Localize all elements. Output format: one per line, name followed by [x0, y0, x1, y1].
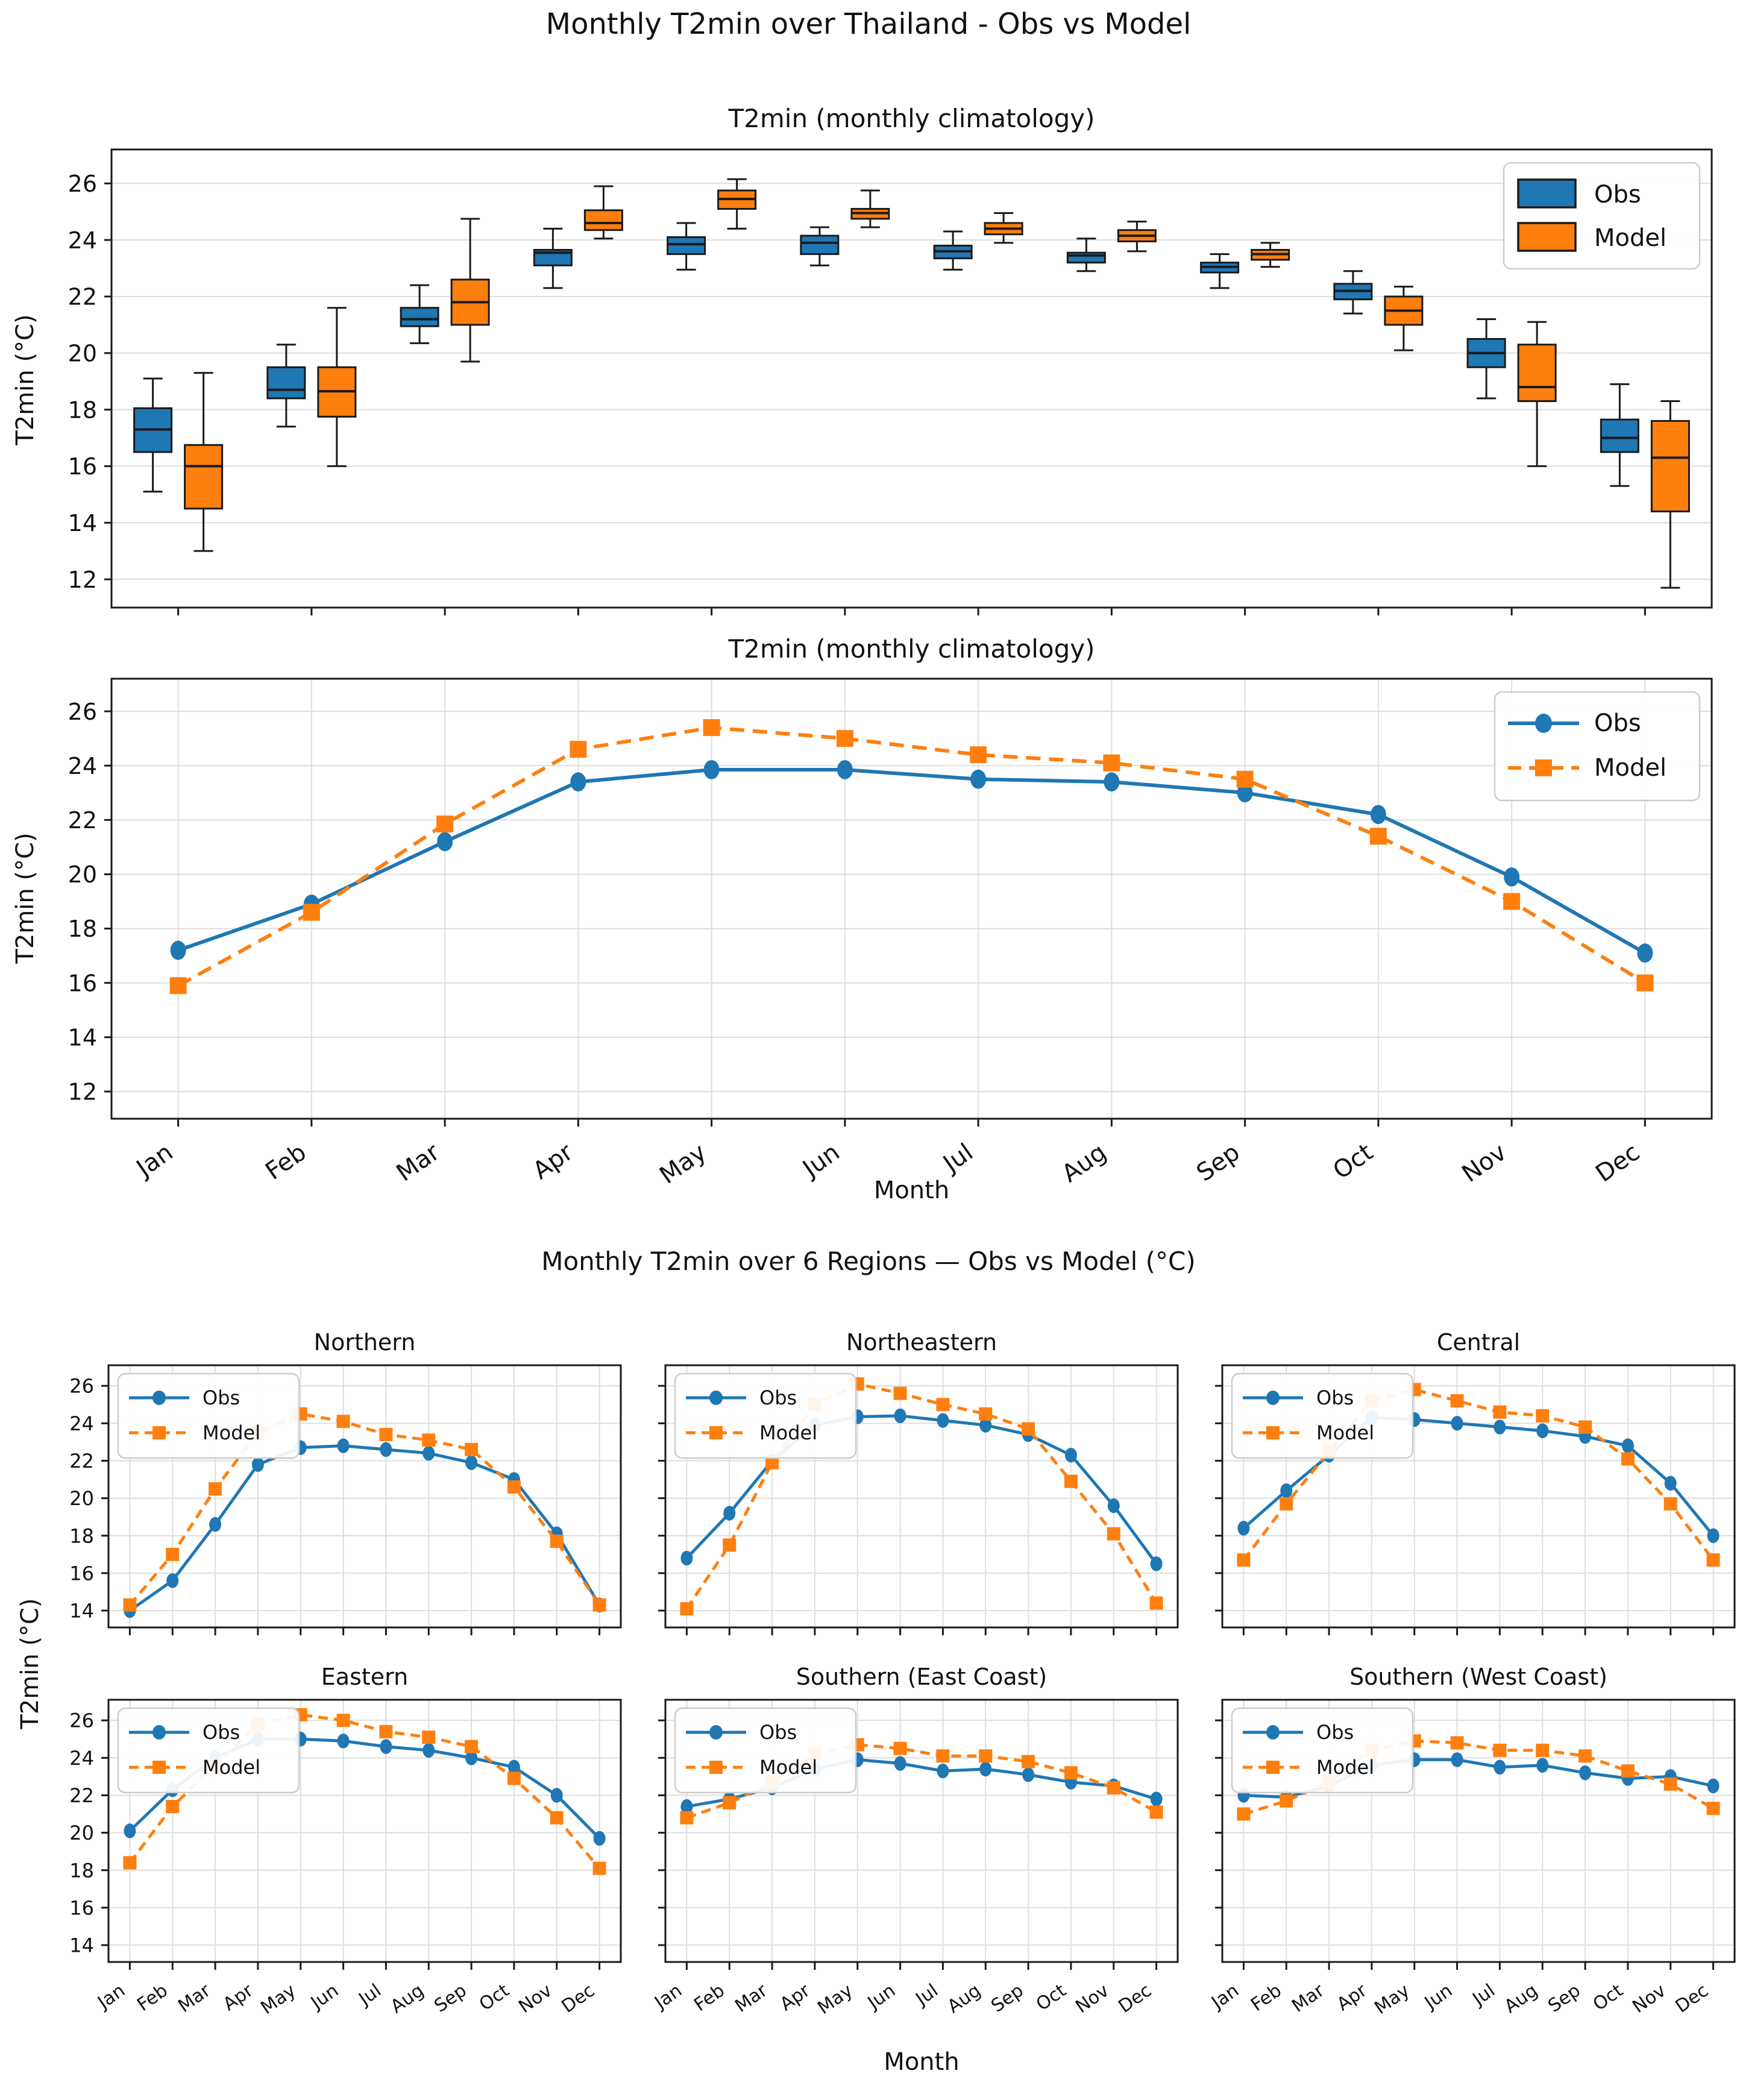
svg-text:Jul: Jul	[1469, 1979, 1500, 2010]
svg-text:18: 18	[69, 1859, 94, 1882]
svg-text:20: 20	[68, 861, 97, 888]
svg-text:26: 26	[68, 698, 97, 725]
svg-text:Jun: Jun	[864, 1979, 900, 2014]
svg-text:Jul: Jul	[938, 1138, 978, 1178]
svg-text:22: 22	[69, 1449, 94, 1473]
svg-text:Model: Model	[1594, 754, 1667, 782]
svg-text:Dec: Dec	[1671, 1979, 1713, 2017]
svg-text:Obs: Obs	[1316, 1721, 1354, 1744]
linechart-title: T2min (monthly climatology)	[728, 634, 1095, 664]
linechart-ylabel: T2min (°C)	[11, 832, 39, 964]
boxplot-canvas	[0, 145, 1737, 633]
svg-text:Sep: Sep	[1544, 1979, 1585, 2017]
svg-text:Jan: Jan	[94, 1979, 130, 2014]
legend	[675, 1374, 856, 1458]
svg-text:12: 12	[68, 1078, 97, 1105]
svg-text:Model: Model	[1316, 1421, 1375, 1444]
svg-text:20: 20	[69, 1822, 94, 1845]
boxplot-ylabel: T2min (°C)	[11, 314, 39, 445]
region-0-obs	[124, 1438, 605, 1618]
svg-text:Model: Model	[1316, 1756, 1375, 1779]
svg-text:Jul: Jul	[912, 1979, 943, 2010]
svg-text:16: 16	[69, 1562, 94, 1585]
svg-text:Jun: Jun	[1421, 1979, 1457, 2014]
subplot-title-central: Central	[1436, 1329, 1521, 1356]
svg-text:Obs: Obs	[1594, 709, 1641, 737]
svg-text:May: May	[814, 1979, 857, 2019]
svg-text:24: 24	[68, 227, 97, 254]
linechart-xlabel: Month	[873, 1177, 950, 1204]
legend	[1504, 163, 1700, 269]
svg-text:Apr: Apr	[1333, 1979, 1371, 2016]
svg-text:Oct: Oct	[1032, 1979, 1070, 2016]
linechart-canvas	[0, 674, 1737, 1216]
svg-text:Nov: Nov	[1072, 1979, 1113, 2018]
regions-canvas	[0, 1278, 1737, 2061]
svg-text:Aug: Aug	[943, 1979, 985, 2018]
svg-text:Apr: Apr	[528, 1138, 579, 1185]
svg-text:18: 18	[68, 916, 97, 943]
svg-text:14: 14	[68, 509, 97, 536]
linechart-axes	[68, 679, 1712, 1190]
svg-text:20: 20	[69, 1487, 94, 1511]
svg-text:Obs: Obs	[1594, 181, 1641, 209]
svg-text:Nov: Nov	[515, 1979, 556, 2018]
regions-shared-xlabel: Month	[884, 2048, 960, 2076]
subplot-title-northern: Northern	[313, 1329, 416, 1356]
svg-text:Model: Model	[759, 1421, 818, 1444]
svg-text:14: 14	[69, 1599, 94, 1623]
svg-text:Jan: Jan	[1208, 1979, 1243, 2014]
svg-text:Dec: Dec	[1114, 1979, 1156, 2017]
svg-text:24: 24	[69, 1412, 94, 1435]
legend	[118, 1374, 299, 1458]
svg-text:May: May	[655, 1138, 712, 1190]
svg-text:26: 26	[69, 1709, 94, 1732]
svg-text:Aug: Aug	[1057, 1138, 1112, 1188]
legend	[1232, 1374, 1413, 1458]
svg-text:Feb: Feb	[1247, 1979, 1286, 2016]
box-series-obs	[134, 223, 1639, 492]
subplot-title-northeastern: Northeastern	[846, 1329, 997, 1356]
svg-text:20: 20	[68, 340, 97, 367]
svg-text:Feb: Feb	[260, 1138, 312, 1186]
svg-text:Oct: Oct	[1328, 1138, 1378, 1185]
svg-text:May: May	[1371, 1979, 1414, 2019]
svg-text:14: 14	[68, 1024, 97, 1051]
svg-text:Oct: Oct	[475, 1979, 514, 2016]
svg-text:Aug: Aug	[386, 1979, 428, 2018]
boxplot-title: T2min (monthly climatology)	[728, 104, 1095, 133]
svg-text:18: 18	[69, 1524, 94, 1548]
svg-text:24: 24	[68, 752, 97, 779]
svg-text:Feb: Feb	[133, 1979, 172, 2016]
svg-text:Mar: Mar	[174, 1979, 215, 2017]
regions-shared-ylabel: T2min (°C)	[16, 1598, 44, 1729]
svg-text:16: 16	[69, 1896, 94, 1920]
svg-text:Sep: Sep	[1192, 1138, 1245, 1187]
svg-text:22: 22	[68, 807, 97, 834]
svg-text:Jan: Jan	[651, 1979, 686, 2014]
svg-text:16: 16	[68, 970, 97, 997]
svg-text:Aug: Aug	[1500, 1979, 1542, 2018]
subplot-title-southern-west: Southern (West Coast)	[1349, 1664, 1607, 1690]
svg-text:Apr: Apr	[776, 1979, 814, 2016]
svg-text:Mar: Mar	[731, 1979, 771, 2017]
svg-text:Sep: Sep	[987, 1979, 1028, 2017]
svg-text:Jun: Jun	[798, 1138, 845, 1183]
svg-text:Mar: Mar	[391, 1138, 445, 1187]
figure-title: Monthly T2min over Thailand - Obs vs Model	[545, 7, 1192, 41]
svg-text:Nov: Nov	[1457, 1138, 1512, 1188]
svg-text:12: 12	[68, 566, 97, 593]
svg-text:Dec: Dec	[558, 1979, 599, 2017]
svg-text:22: 22	[69, 1784, 94, 1807]
svg-text:14: 14	[69, 1934, 94, 1957]
subplot-title-southern-east: Southern (East Coast)	[796, 1664, 1048, 1690]
legend	[675, 1708, 856, 1793]
svg-text:Model: Model	[203, 1756, 261, 1779]
svg-text:Mar: Mar	[1288, 1979, 1328, 2017]
svg-text:Feb: Feb	[690, 1979, 729, 2016]
svg-text:22: 22	[68, 283, 97, 310]
svg-text:Obs: Obs	[203, 1721, 240, 1744]
svg-text:Obs: Obs	[203, 1386, 240, 1409]
legend	[1232, 1708, 1413, 1793]
svg-text:Model: Model	[759, 1756, 818, 1779]
subplot-title-eastern: Eastern	[321, 1664, 409, 1690]
svg-text:Obs: Obs	[759, 1386, 797, 1409]
svg-text:Obs: Obs	[1316, 1386, 1354, 1409]
svg-text:Nov: Nov	[1629, 1979, 1670, 2018]
svg-text:Dec: Dec	[1591, 1138, 1645, 1188]
regions-title: Monthly T2min over 6 Regions — Obs vs Model (°C)	[541, 1246, 1196, 1276]
svg-text:Jul: Jul	[355, 1979, 386, 2010]
svg-text:Model: Model	[1594, 224, 1667, 252]
series-model	[170, 719, 1654, 994]
svg-text:Jan: Jan	[131, 1138, 178, 1183]
svg-text:May: May	[257, 1979, 300, 2019]
svg-text:Apr: Apr	[219, 1979, 257, 2016]
svg-text:Jun: Jun	[307, 1979, 343, 2014]
svg-text:26: 26	[68, 170, 97, 197]
svg-text:Sep: Sep	[430, 1979, 471, 2017]
legend	[1495, 692, 1700, 800]
svg-text:24: 24	[69, 1746, 94, 1770]
svg-text:18: 18	[68, 397, 97, 424]
legend	[118, 1708, 299, 1793]
svg-text:26: 26	[69, 1374, 94, 1398]
svg-text:16: 16	[68, 453, 97, 480]
svg-text:Oct: Oct	[1589, 1979, 1627, 2016]
svg-text:Model: Model	[203, 1421, 261, 1444]
svg-text:Obs: Obs	[759, 1721, 797, 1744]
